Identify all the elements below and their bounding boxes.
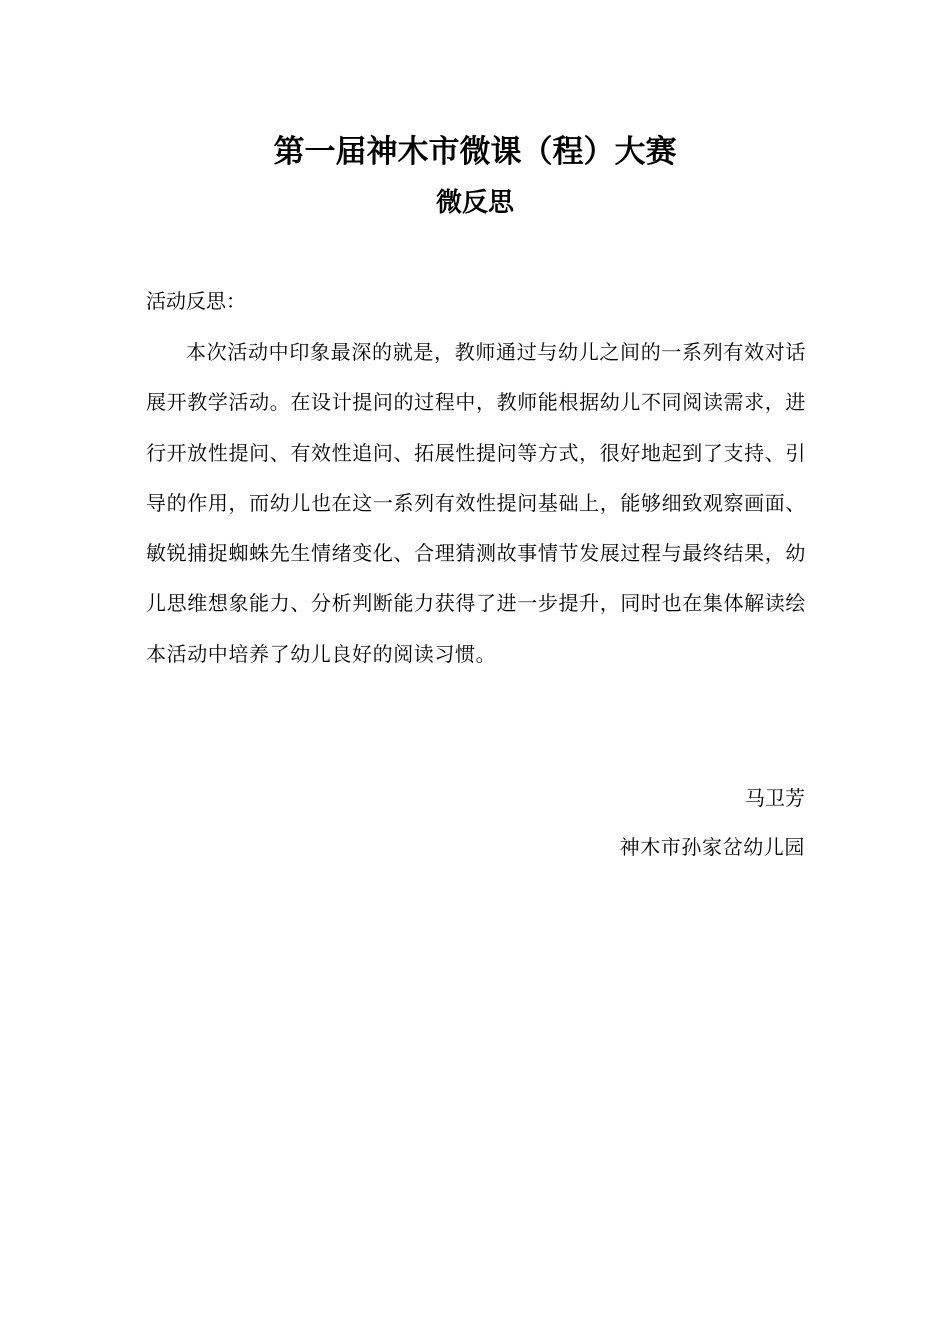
document-title: 第一届神木市微课（程）大赛 <box>273 134 677 170</box>
author-name: 马卫芳 <box>745 786 805 810</box>
section-label: 活动反思： <box>146 289 246 313</box>
author-organization: 神木市孙家岔幼儿园 <box>619 835 805 859</box>
document-subtitle: 微反思 <box>435 188 514 218</box>
body-paragraph: 本次活动中印象最深的就是，教师通过与幼儿之间的一系列有效对话展开教学活动。在设计提问的过程中，教师能根据幼儿不同阅读需求，进行开放性提问、有效性追问、拓展性提问等方式，很好地起到了支持、引导的作用，而幼儿也在这一系列有效性提问基础上，能够细致观察画面、敏锐捕捉蜘蛛先生情绪变化、合理猜测故事情节发展过程与最终结果，幼儿思维想象能力、分析判断能力获得了进一步提升，同时也在集体解读绘本活动中培养了幼儿良好的阅读习惯。 <box>146 340 806 666</box>
